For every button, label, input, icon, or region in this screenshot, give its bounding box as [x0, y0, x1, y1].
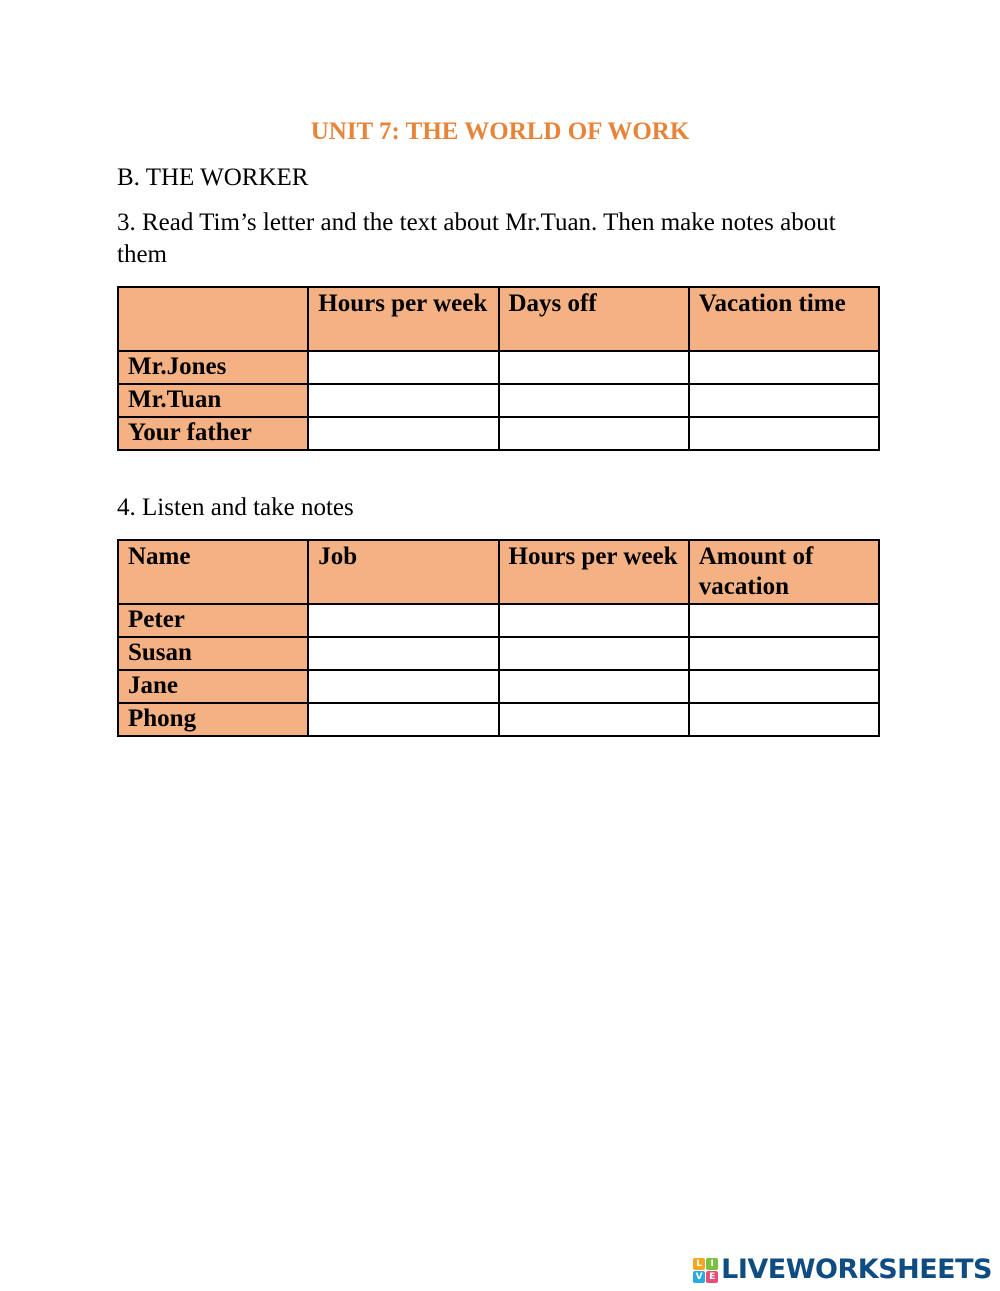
answer-cell[interactable] — [499, 604, 689, 637]
answer-cell[interactable] — [308, 417, 498, 450]
liveworksheets-logo-icon — [693, 1258, 718, 1283]
row-label-susan: Susan — [118, 637, 308, 670]
page-title: UNIT 7: THE WORLD OF WORK — [310, 118, 690, 145]
answer-cell[interactable] — [499, 670, 689, 703]
header-cell-days-off: Days off — [499, 287, 689, 351]
row-label-phong: Phong — [118, 703, 308, 736]
table-header-row — [118, 540, 879, 604]
answer-cell[interactable] — [499, 417, 689, 450]
answer-cell[interactable] — [308, 384, 498, 417]
answer-cell[interactable] — [499, 703, 689, 736]
row-label-jane: Jane — [118, 670, 308, 703]
table-row — [118, 703, 879, 736]
liveworksheets-wordmark: LIVEWORKSHEETS — [721, 1254, 992, 1285]
table-row — [118, 637, 879, 670]
answer-cell[interactable] — [308, 637, 498, 670]
row-label-mr-tuan: Mr.Tuan — [118, 384, 308, 417]
table-row — [118, 351, 879, 384]
logo-tile-i: I — [706, 1258, 718, 1270]
row-label-your-father: Your father — [118, 417, 308, 450]
row-label-peter: Peter — [118, 604, 308, 637]
answer-cell[interactable] — [308, 670, 498, 703]
section-heading: B. THE WORKER — [117, 164, 309, 191]
logo-tile-l: L — [693, 1258, 705, 1270]
answer-cell[interactable] — [689, 604, 879, 637]
answer-cell[interactable] — [499, 351, 689, 384]
answer-cell[interactable] — [689, 637, 879, 670]
answer-cell[interactable] — [689, 670, 879, 703]
exercise-4-table — [117, 539, 880, 737]
table-header-row — [118, 287, 879, 351]
answer-cell[interactable] — [308, 703, 498, 736]
answer-cell[interactable] — [499, 384, 689, 417]
header-cell-amount-of-vacation: Amount of vacation — [689, 540, 879, 604]
answer-cell[interactable] — [689, 703, 879, 736]
row-label-mr-jones: Mr.Jones — [118, 351, 308, 384]
header-cell-job: Job — [308, 540, 498, 604]
header-cell-empty — [118, 287, 308, 351]
table-row — [118, 384, 879, 417]
table-row — [118, 670, 879, 703]
answer-cell[interactable] — [499, 637, 689, 670]
header-cell-vacation-time: Vacation time — [689, 287, 879, 351]
answer-cell[interactable] — [689, 384, 879, 417]
header-cell-hours-per-week: Hours per week — [499, 540, 689, 604]
logo-tile-v: V — [693, 1271, 705, 1283]
table-row — [118, 604, 879, 637]
liveworksheets-logo — [693, 1255, 992, 1285]
answer-cell[interactable] — [689, 351, 879, 384]
answer-cell[interactable] — [308, 604, 498, 637]
table-row — [118, 417, 879, 450]
logo-tile-e: E — [706, 1271, 718, 1283]
header-cell-hours-per-week: Hours per week — [308, 287, 498, 351]
exercise-3-table — [117, 286, 880, 451]
answer-cell[interactable] — [308, 351, 498, 384]
exercise-3-instruction: 3. Read Tim’s letter and the text about Mr.Tuan. Then make notes about them — [117, 209, 836, 268]
exercise-4-instruction: 4. Listen and take notes — [117, 494, 354, 521]
header-cell-name: Name — [118, 540, 308, 604]
answer-cell[interactable] — [689, 417, 879, 450]
